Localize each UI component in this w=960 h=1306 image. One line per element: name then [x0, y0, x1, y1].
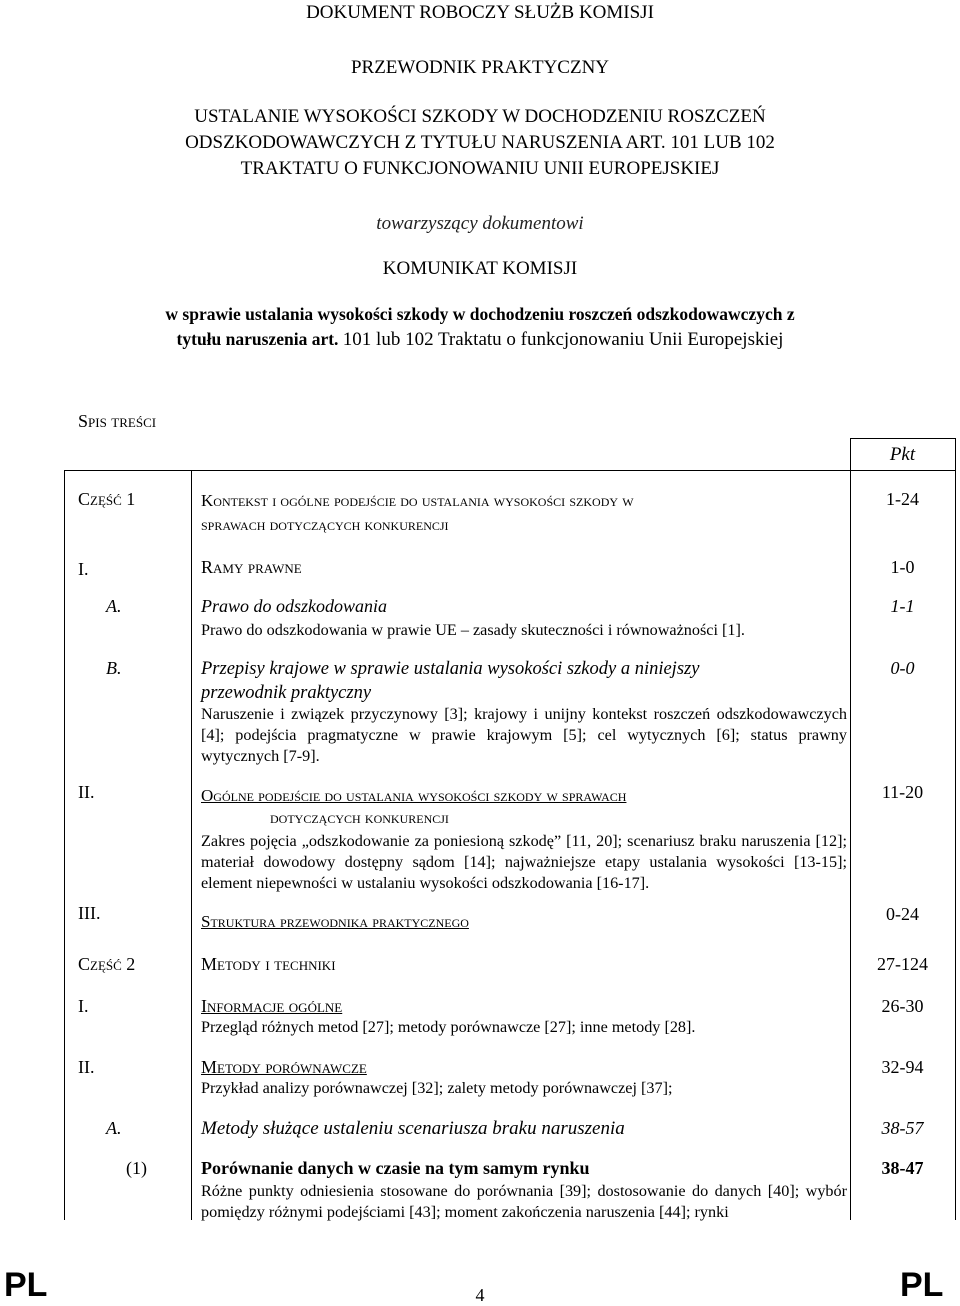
subsection-title: Prawo do odszkodowania — [201, 596, 388, 616]
table-border — [955, 438, 956, 1220]
item-label: (1) — [126, 1158, 147, 1178]
subsection-description: Naruszenie i związek przyczynowy [3]; krajowy i unijny kontekst roszczeń odszkodowawczych [4]; podejścia pragmatyczne w prawie krajowym [5]; cel wytycznych [6]; status prawny wytycznych [7-9]. — [201, 705, 847, 765]
accompanying-text: towarzyszący dokumentowi — [376, 213, 584, 234]
part-title: Metody i techniki — [201, 954, 336, 974]
section-label: I. — [78, 996, 89, 1016]
main-title-line: TRAKTATU O FUNKCJONOWANIU UNII EUROPEJSKIEJ — [240, 158, 720, 179]
guide-title: PRZEWODNIK PRAKTYCZNY — [350, 57, 610, 78]
subsection-label: A. — [106, 1118, 122, 1138]
part-title — [201, 489, 634, 537]
table-border — [191, 470, 192, 1220]
part-title-line: Kontekst i ogólne podejście do ustalania wysokości szkody w — [201, 491, 634, 510]
part-label: Część 1 — [78, 489, 136, 509]
main-title-line: USTALANIE WYSOKOŚCI SZKODY W DOCHODZENIU ROSZCZEŃ — [194, 106, 766, 127]
section-title: Struktura przewodnika praktycznego — [201, 912, 469, 931]
language-code-left: PL — [4, 1266, 48, 1304]
section-title: Ramy prawne — [201, 557, 302, 577]
pkt-value: 11-20 — [881, 782, 924, 802]
main-title — [0, 104, 960, 182]
pkt-value: 32-94 — [881, 1057, 924, 1077]
part-title-line: sprawach dotyczących konkurencji — [201, 515, 449, 534]
part-label: Część 2 — [78, 954, 136, 974]
pkt-value: 0-0 — [890, 658, 915, 678]
section-description: Zakres pojęcia „odszkodowanie za poniesioną szkodę” [11, 20]; scenariusz braku naruszenia [12]; materiał dowodowy dostępny sądom [14]; najważniejsze etapy ustalania wysokości [13-15]; element niepewności w ustalaniu wysokości odszkodowania [16-17]. — [201, 832, 847, 892]
subsection-title-line: Przepisy krajowe w sprawie ustalania wysokości szkody a niniejszy — [201, 659, 700, 679]
document-type: DOKUMENT ROBOCZY SŁUŻB KOMISJI — [306, 2, 654, 23]
subsection-title — [201, 657, 699, 705]
pkt-value: 38-57 — [881, 1118, 924, 1138]
table-border — [850, 438, 955, 439]
language-code-right: PL — [900, 1266, 944, 1304]
page-number: 4 — [475, 1285, 485, 1305]
section-label: III. — [78, 903, 101, 923]
section-description: Przykład analizy porównawczej [32]; zalety metody porównawczej [37]; — [201, 1079, 673, 1097]
communication-title: KOMUNIKAT KOMISJI — [382, 258, 578, 279]
section-label: II. — [78, 782, 95, 802]
subsection-label: A. — [106, 596, 122, 616]
subsection-title: Metody służące ustaleniu scenariusza braku naruszenia — [201, 1118, 625, 1139]
subsection-title-line: przewodnik praktyczny — [201, 683, 372, 703]
section-label: I. — [78, 559, 89, 579]
table-border — [850, 438, 851, 1220]
pkt-value: 0-24 — [886, 904, 919, 924]
item-title: Porównanie danych w czasie na tym samym rynku — [201, 1158, 590, 1178]
subject-bold-part: tytułu naruszenia art. — [176, 329, 339, 349]
item-description: Różne punkty odniesienia stosowane do porównania [39]; dostosowanie do danych [40]; wybór pomiędzy różnymi podejściami [43]; moment zakończenia naruszenia [44]; rynki — [201, 1182, 847, 1221]
pkt-value: 38-47 — [881, 1158, 924, 1178]
table-border — [64, 470, 956, 471]
subsection-description: Prawo do odszkodowania w prawie UE – zasady skuteczności i równoważności [1]. — [201, 621, 745, 639]
section-title: Informacje ogólne — [201, 996, 343, 1016]
toc-heading: Spis treści — [78, 411, 157, 431]
subject-plain-part: 101 lub 102 Traktatu o funkcjonowaniu Unii Europejskiej — [342, 329, 784, 350]
communication-subject — [0, 302, 960, 352]
section-title-continued: dotyczących konkurencji — [270, 808, 449, 827]
communication-subject-line: w sprawie ustalania wysokości szkody w dochodzeniu roszczeń odszkodowawczych z — [165, 304, 795, 324]
section-description: Przegląd różnych metod [27]; metody porównawcze [27]; inne metody [28]. — [201, 1018, 696, 1036]
table-border — [64, 470, 65, 1220]
pkt-value: 1-24 — [886, 489, 919, 509]
section-label: II. — [78, 1057, 95, 1077]
pkt-value: 1-0 — [890, 557, 915, 577]
section-title: Metody porównawcze — [201, 1057, 367, 1077]
communication-subject-line — [0, 327, 960, 352]
subsection-label: B. — [106, 658, 122, 678]
main-title-line: ODSZKODOWAWCZYCH Z TYTUŁU NARUSZENIA ART. 101 LUB 102 — [185, 132, 775, 153]
pkt-column-header: Pkt — [889, 444, 916, 465]
section-title: Ogólne podejście do ustalania wysokości szkody w sprawach — [201, 786, 627, 805]
pkt-value: 27-124 — [877, 954, 928, 974]
pkt-value: 1-1 — [890, 596, 915, 616]
pkt-value: 26-30 — [881, 996, 924, 1016]
